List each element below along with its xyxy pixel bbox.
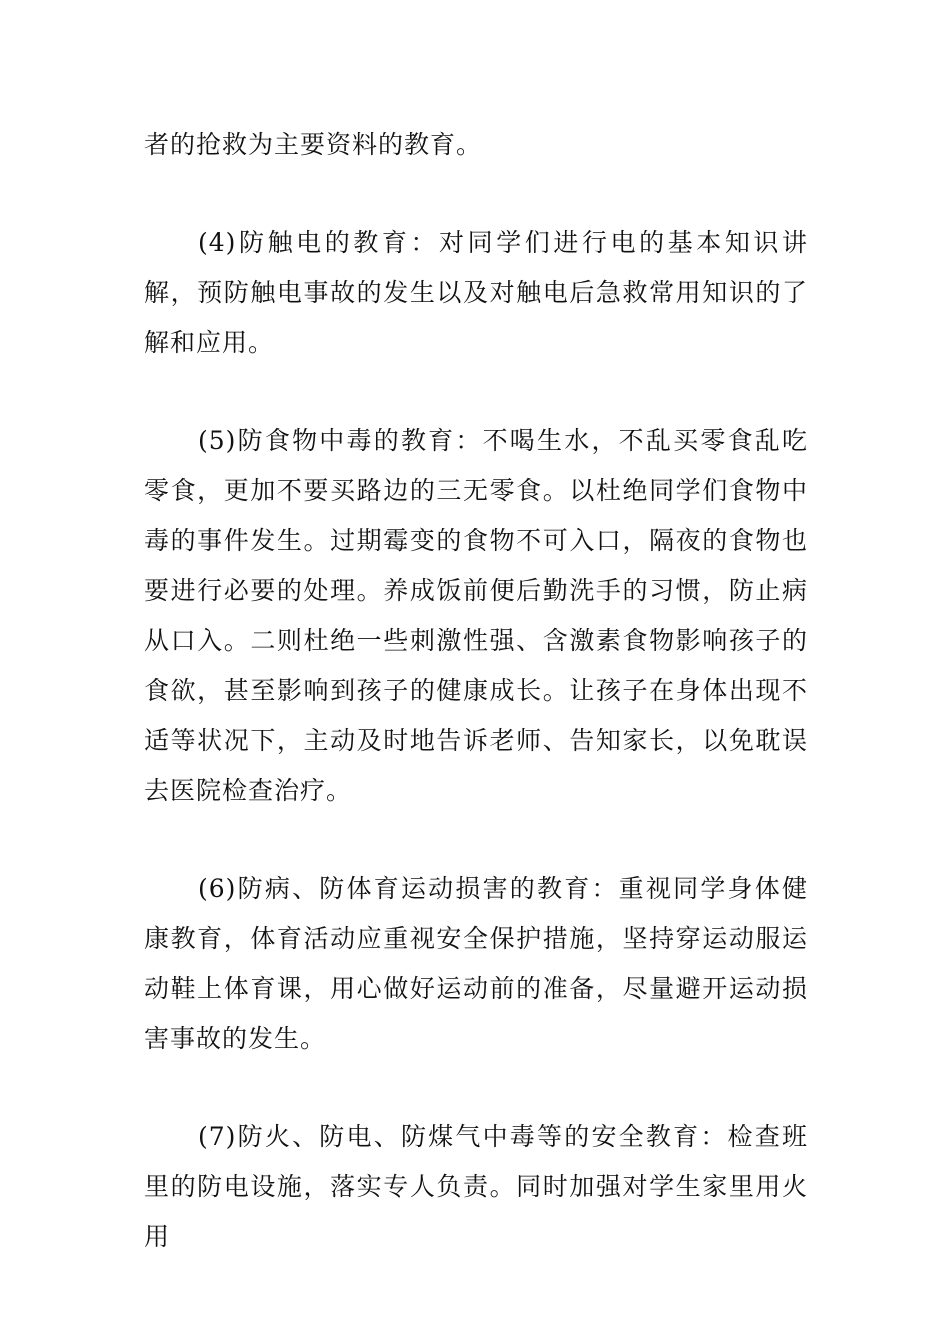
paragraph-fire-safety: (7)防火、防电、防煤气中毒等的安全教育：检查班里的防电设施，落实专人负责。同时加强对学生家里用火用 [144,1122,808,1251]
paragraph-continuation: 者的抢救为主要资料的教育。 [144,130,483,159]
paragraph-electric-shock-prevention: (4)防触电的教育：对同学们进行电的基本知识讲解，预防触电事故的发生以及对触电后急救常用知识的了解和应用。 [144,228,808,357]
document-body [144,120,808,1262]
paragraph-sports-injury-prevention: (6)防病、防体育运动损害的教育：重视同学身体健康教育，体育活动应重视安全保护措施，坚持穿运动服运动鞋上体育课，用心做好运动前的准备，尽量避开运动损害事故的发生。 [144,874,808,1053]
paragraph-food-poisoning-prevention: (5)防食物中毒的教育：不喝生水，不乱买零食乱吃零食，更加不要买路边的三无零食。以杜绝同学们食物中毒的事件发生。过期霉变的食物不可入口，隔夜的食物也要进行必要的处理。养成饭前便后勤洗手的习惯，防止病从口入。二则杜绝一些刺激性强、含激素食物影响孩子的食欲，甚至影响到孩子的健康成长。让孩子在身体出现不适等状况下，主动及时地告诉老师、告知家长，以免耽误去医院检查治疗。 [144,426,808,805]
